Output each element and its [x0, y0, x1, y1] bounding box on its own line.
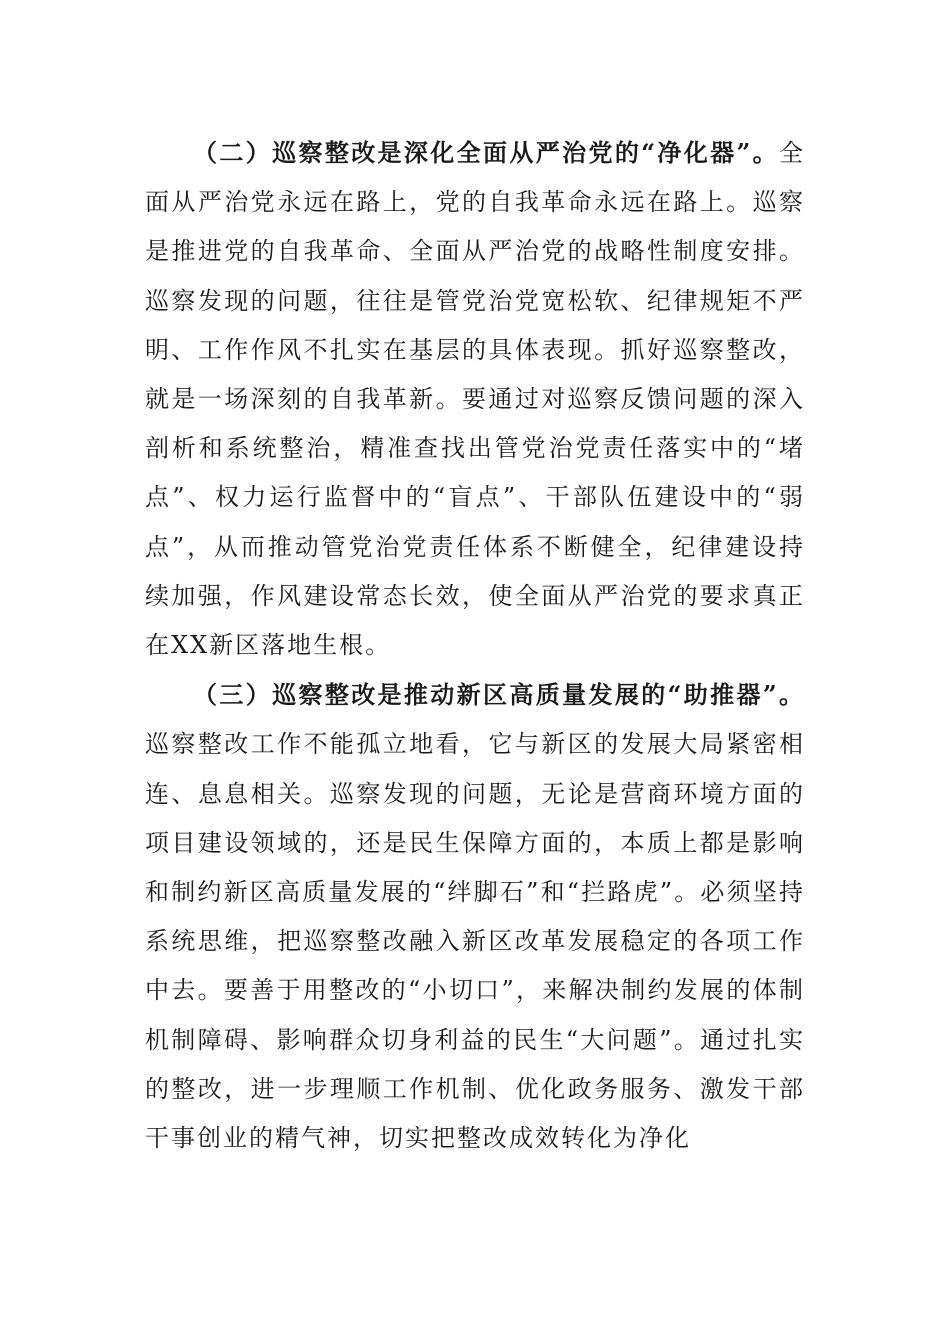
document-body [145, 128, 805, 1163]
section-3-body: 巡察整改工作不能孤立地看，它与新区的发展大局紧密相连、息息相关。巡察发现的问题，无论是营商环境方面的项目建设领域的，还是民生保障方面的，本质上都是影响和制约新区高质量发展的“绊脚石”和“拦路虎”。必须坚持系统思维，把巡察整改融入新区改革发展稳定的各项工作中去。要善于用整改的“小切口”，来解决制约发展的体制机制障碍、影响群众切身利益的民生“大问题”。通过扎实的整改，进一步理顺工作机制、优化政务服务、激发干部干事创业的精气神，切实把整改成效转化为净化 [145, 730, 805, 1153]
paragraph-section-2 [145, 128, 805, 670]
section-2-body: 全面从严治党永远在路上，党的自我革命永远在路上。巡察是推进党的自我革命、全面从严治党的战略性制度安排。巡察发现的问题，往往是管党治党宽松软、纪律规矩不严明、工作作风不扎实在基层的具体表现。抓好巡察整改，就是一场深刻的自我革新。要通过对巡察反馈问题的深入剖析和系统整治，精准查找出管党治党责任落实中的“堵点”、权力运行监督中的“盲点”、干部队伍建设中的“弱点”，从而推动管党治党责任体系不断健全，纪律建设持续加强，作风建设常态长效，使全面从严治党的要求真正在XX新区落地生根。 [145, 139, 805, 660]
section-3-heading: （三）巡察整改是推动新区高质量发展的“助推器”。 [193, 680, 805, 710]
section-2-heading: （二）巡察整改是深化全面从严治党的“净化器”。 [193, 138, 779, 167]
paragraph-section-3 [145, 670, 805, 1163]
